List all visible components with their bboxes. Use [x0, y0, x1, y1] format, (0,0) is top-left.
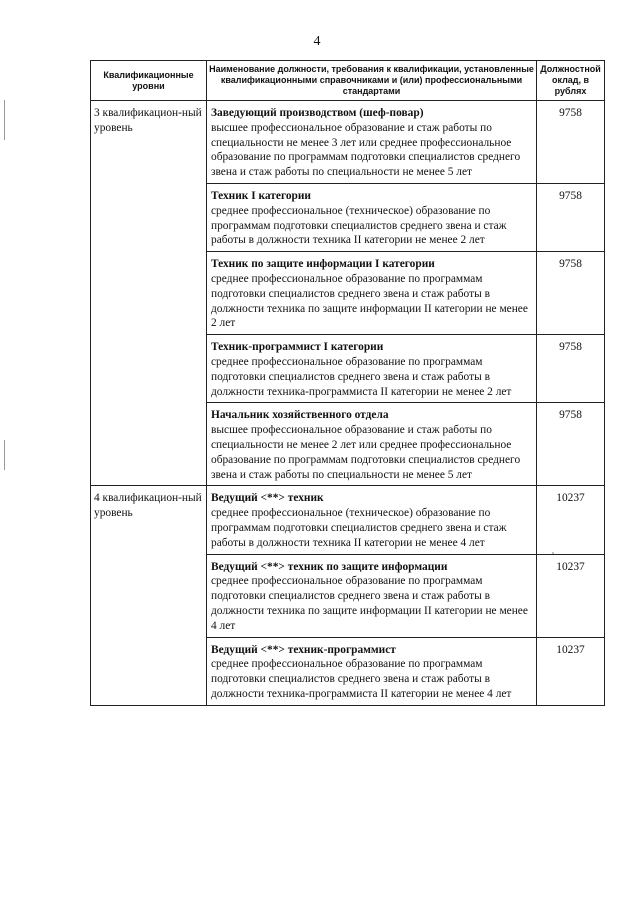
- salary-cell: 9758: [537, 101, 605, 184]
- qualification-level-cell: 3 квалификацион-ный уровень: [91, 101, 207, 486]
- position-requirements: среднее профессиональное образование по программам подготовки специалистов среднего звена и стаж работы в должности техника-программиста II категории не менее 2 лет: [211, 355, 512, 398]
- page-number: 4: [313, 34, 321, 49]
- position-title: Техник-программист I категории: [211, 341, 384, 354]
- salary-cell: 10237: [537, 486, 605, 554]
- position-cell: [207, 486, 537, 554]
- salary-cell: 10237: [537, 637, 605, 705]
- position-title: Заведующий производством (шеф-повар): [211, 107, 424, 119]
- table-row: [91, 101, 605, 184]
- position-title: Ведущий <**> техник: [211, 492, 324, 505]
- header-level: Квалификационные уровни: [91, 61, 207, 101]
- position-cell: [207, 335, 537, 403]
- position-requirements: среднее профессиональное образование по программам подготовки специалистов среднего звена и стаж работы в должности техника-программиста II категории не менее 4 лет: [211, 658, 512, 700]
- qualification-table: [90, 60, 605, 706]
- position-title: Ведущий <**> техник по защите информации: [211, 560, 448, 573]
- scan-margin-mark: [4, 440, 5, 470]
- position-cell: [207, 252, 537, 335]
- scan-margin-mark: [4, 100, 5, 140]
- table-header-row: [91, 61, 605, 101]
- position-cell: [207, 554, 537, 637]
- table-body: [91, 101, 605, 706]
- position-title: Начальник хозяйственного отдела: [211, 409, 389, 422]
- table-row: [91, 486, 605, 554]
- position-requirements: высшее профессиональное образование и стаж работы по специальности не менее 3 лет или среднее профессиональное образование по программам подготовки специалистов среднего звена и стаж работы по специальности не менее 5 лет: [211, 121, 521, 179]
- position-requirements: высшее профессиональное образование и стаж работы по специальности не менее 2 лет или среднее профессиональное образование по программам подготовки специалистов среднего звена и стаж работы по специальности не менее 5 лет: [211, 424, 521, 481]
- qualification-level-cell: 4 квалификацион-ный уровень: [91, 486, 207, 705]
- position-title: Техник I категории: [211, 189, 311, 202]
- salary-cell: 9758: [537, 335, 605, 403]
- position-requirements: среднее профессиональное образование по программам подготовки специалистов среднего звена и стаж работы в должности техника по защите информации II категории не менее 2 лет: [211, 272, 528, 330]
- position-cell: [207, 403, 537, 486]
- salary-cell: 9758: [537, 252, 605, 335]
- position-requirements: среднее профессиональное образование по программам подготовки специалистов среднего звена и стаж работы в должности техника по защите информации II категории не менее 4 лет: [211, 575, 528, 632]
- salary-cell: 9758: [537, 183, 605, 251]
- position-title: Техник по защите информации I категории: [211, 258, 435, 271]
- header-salary: Должностной оклад, в рублях: [537, 61, 605, 101]
- position-title: Ведущий <**> техник-программист: [211, 643, 396, 656]
- salary-cell: 9758: [537, 403, 605, 486]
- header-position: Наименование должности, требования к квалификации, установленные квалификационными справочниками и (или) профессиональными стандартами: [207, 61, 537, 101]
- position-requirements: среднее профессиональное (техническое) образование по программам подготовки специалистов среднего звена и стаж работы в должности техника II категории не менее 2 лет: [211, 204, 507, 247]
- position-cell: [207, 101, 537, 184]
- salary-cell: 10237: [537, 554, 605, 637]
- position-cell: [207, 183, 537, 251]
- position-cell: [207, 637, 537, 705]
- position-requirements: среднее профессиональное (техническое) образование по программам подготовки специалистов среднего звена и стаж работы в должности техника II категории не менее 4 лет: [211, 507, 507, 549]
